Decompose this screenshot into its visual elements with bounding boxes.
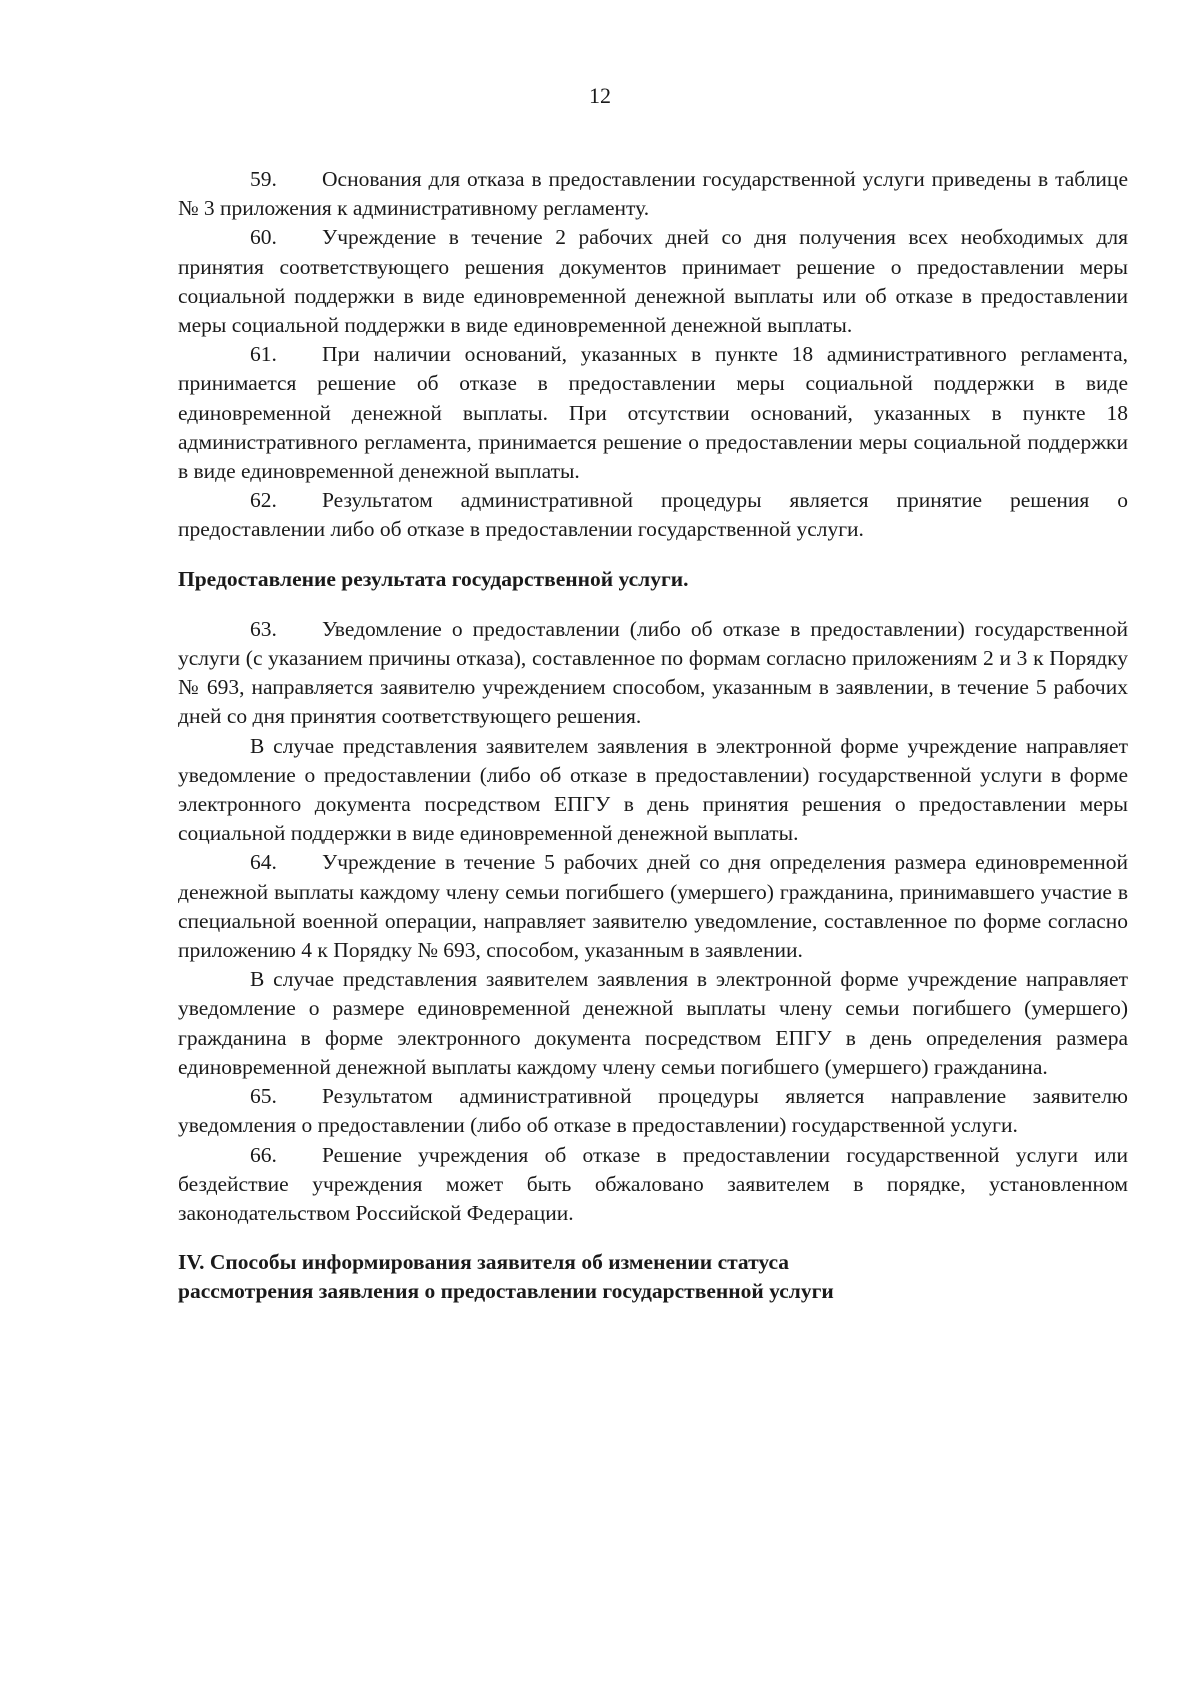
paragraph-66: [178, 1141, 1128, 1229]
paragraph-number: 65.: [250, 1084, 277, 1109]
paragraph-number: 61.: [250, 342, 277, 367]
paragraph-text: Основания для отказа в предоставлении государственной услуги приведены в таблице № 3 приложения к административному регламенту.: [178, 167, 1128, 221]
paragraph-number: 60.: [250, 225, 277, 250]
paragraph-text: Результатом административной процедуры является направление заявителю уведомления о предоставлении (либо об отказе в предоставлении) государственной услуги.: [178, 1084, 1128, 1138]
paragraph-text: В случае представления заявителем заявления в электронной форме учреждение направляет уведомление о предоставлении (либо об отказе в предоставлении) государственной услуги в форме электронного документа посредством ЕПГУ в день принятия решения о предоставлении меры социальной поддержки в виде единовременной денежной выплаты.: [178, 733, 1128, 846]
paragraph-63: [178, 615, 1128, 732]
section-heading-line-1: IV. Способы информирования заявителя об изменении статуса: [178, 1250, 790, 1275]
paragraph-62: [178, 486, 1128, 544]
paragraph-number: 62.: [250, 488, 277, 513]
paragraph-text: При наличии оснований, указанных в пункте 18 административного регламента, принимается решение об отказе в предоставлении меры социальной поддержки в виде единовременной денежной выплаты. При отсутствии оснований, указанных в пункте 18 административного регламента, принимается решение о предоставлении меры социальной поддержки в виде единовременной денежной выплаты.: [178, 342, 1128, 484]
paragraph-text: Учреждение в течение 5 рабочих дней со дня определения размера единовременной денежной выплаты каждому члену семьи погибшего (умершего) гражданина, принимавшего участие в специальной военной операции, направляет заявителю уведомление, составленное по форме согласно приложению 4 к Порядку № 693, способом, указанным в заявлении.: [178, 850, 1128, 963]
paragraph-61: [178, 340, 1128, 486]
paragraph-number: 66.: [250, 1142, 277, 1167]
paragraph-text: Решение учреждения об отказе в предоставлении государственной услуги или бездействие учреждения может быть обжаловано заявителем в порядке, установленном законодательством Российской Федерации.: [178, 1142, 1128, 1225]
section-heading-iv: [178, 1248, 1128, 1306]
paragraph-text: Уведомление о предоставлении (либо об отказе в предоставлении) государственной услуги (с указанием причины отказа), составленное по формам согласно приложениям 2 и 3 к Порядку № 693, направляется заявителю учреждением способом, указанным в заявлении, в течение 5 рабочих дней со дня принятия соответствующего решения.: [178, 616, 1128, 729]
paragraph-63-continued: [178, 732, 1128, 849]
paragraph-text: В случае представления заявителем заявления в электронной форме учреждение направляет уведомление о размере единовременной денежной выплаты члену семьи погибшего (умершего) гражданина в форме электронного документа посредством ЕПГУ в день определения размера единовременной денежной выплаты каждому члену семьи погибшего (умершего) гражданина.: [178, 967, 1128, 1079]
paragraph-64-continued: [178, 965, 1128, 1082]
paragraph-text: Результатом административной процедуры является принятие решения о предоставлении либо об отказе в предоставлении государственной услуги.: [178, 488, 1128, 542]
paragraph-number: 63.: [250, 616, 277, 641]
document-body: [178, 165, 1128, 1307]
section-heading-line-2: рассмотрения заявления о предоставлении государственной услуги: [178, 1279, 834, 1304]
paragraph-64: [178, 848, 1128, 965]
paragraph-60: [178, 223, 1128, 340]
paragraph-65: [178, 1082, 1128, 1140]
paragraph-59: [178, 165, 1128, 223]
section-heading-result: Предоставление результата государственной услуги.: [178, 566, 689, 591]
paragraph-text: Учреждение в течение 2 рабочих дней со дня получения всех необходимых для принятия соответствующего решения документов принимает решение о предоставлении меры социальной поддержки в виде единовременной денежной выплаты или об отказе в предоставлении меры социальной поддержки в виде единовременной денежной выплаты.: [178, 225, 1128, 338]
paragraph-number: 64.: [250, 850, 277, 875]
paragraph-number: 59.: [250, 167, 277, 191]
page-number: 12: [589, 83, 611, 108]
